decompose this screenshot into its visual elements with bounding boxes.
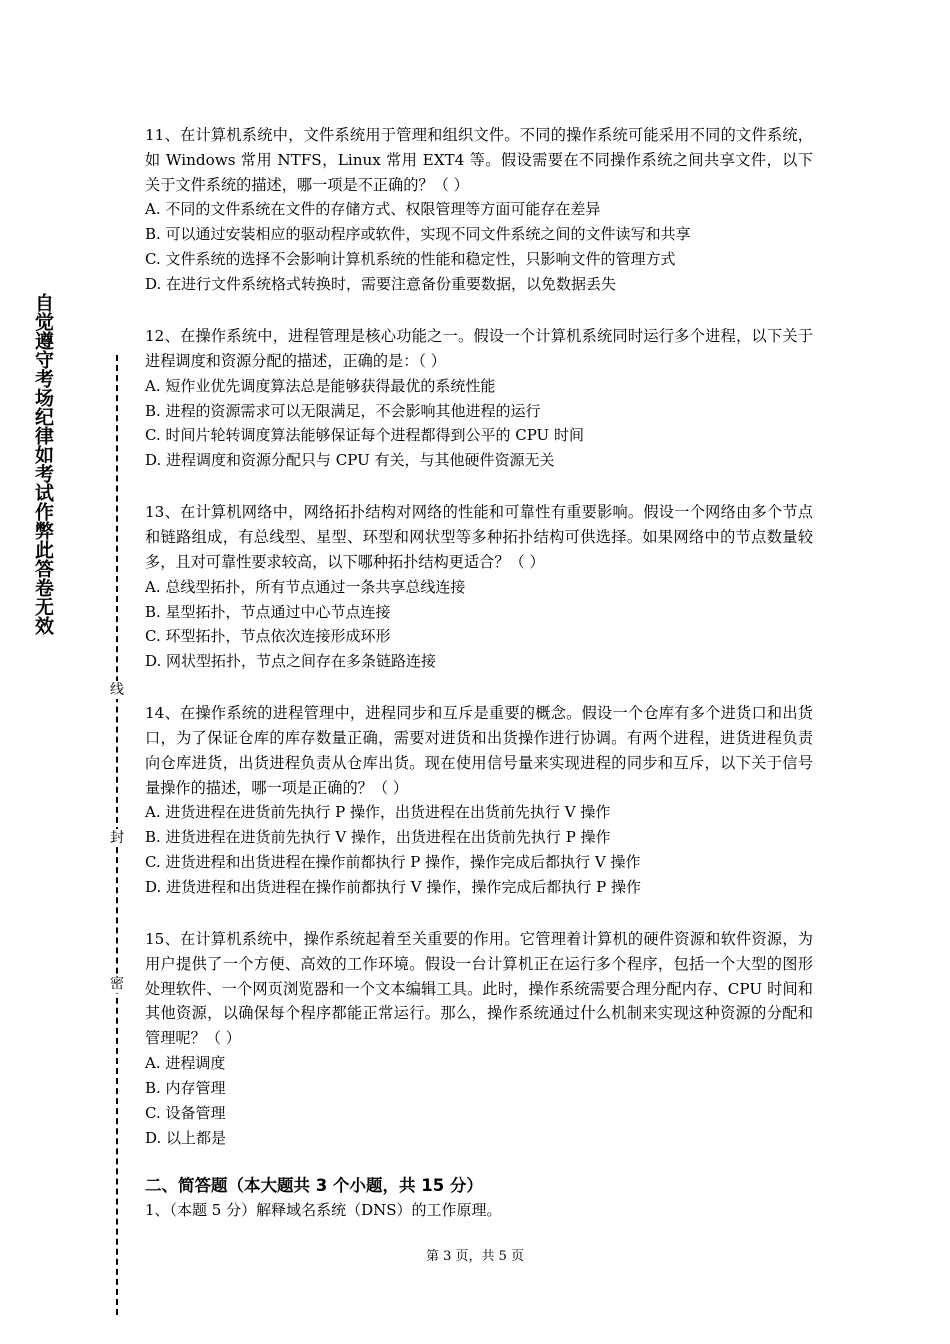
question-12 bbox=[145, 324, 813, 473]
binding-mark-secret: 密 bbox=[107, 975, 127, 993]
option-c: C. 进货进程和出货进程在操作前都执行 P 操作，操作完成后都执行 V 操作 bbox=[145, 853, 641, 872]
option-c: C. 文件系统的选择不会影响计算机系统的性能和稳定性，只影响文件的管理方式 bbox=[145, 250, 676, 269]
binding-mark-seal: 封 bbox=[107, 829, 127, 847]
option-c: C. 时间片轮转调度算法能够保证每个进程都得到公平的 CPU 时间 bbox=[145, 426, 584, 445]
binding-mark-line: 线 bbox=[107, 681, 127, 699]
option-b: B. 星型拓扑，节点通过中心节点连接 bbox=[145, 602, 391, 621]
question-text: 11、在计算机系统中，文件系统用于管理和组织文件。不同的操作系统可能采用不同的文件系统，如 Windows 常用 NTFS，Linux 常用 EXT4 等。假设需要在不同操作系统之间共享文件，以下关于文件系统的描述，哪一项是不正确的？（ ） bbox=[145, 126, 813, 194]
question-text: 13、在计算机网络中，网络拓扑结构对网络的性能和可靠性有重要影响。假设一个网络由多个节点和链路组成，有总线型、星型、环型和网状型等多种拓扑结构可供选择。如果网络中的节点数量较多，且对可靠性要求较高，以下哪种拓扑结构更适合？（ ） bbox=[145, 503, 813, 571]
question-text: 12、在操作系统中，进程管理是核心功能之一。假设一个计算机系统同时运行多个进程，以下关于进程调度和资源分配的描述，正确的是：（ ） bbox=[145, 327, 813, 370]
option-c: C. 环型拓扑，节点依次连接形成环形 bbox=[145, 627, 391, 646]
option-b: B. 进程的资源需求可以无限满足，不会影响其他进程的运行 bbox=[145, 401, 541, 420]
option-b: B. 可以通过安装相应的驱动程序或软件，实现不同文件系统之间的文件读写和共享 bbox=[145, 225, 691, 244]
question-text: 15、在计算机系统中，操作系统起着至关重要的作用。它管理着计算机的硬件资源和软件资源，为用户提供了一个方便、高效的工作环境。假设一台计算机正在运行多个程序，包括一个大型的图形处理软件、一个网页浏览器和一个文本编辑工具。此时，操作系统需要合理分配内存、CPU 时间和其他资源，以确保每个程序都能正常运行。那么，操作系统通过什么机制来实现这种资源的分配和管理呢？（ ） bbox=[145, 930, 813, 1048]
option-a: A. 不同的文件系统在文件的存储方式、权限管理等方面可能存在差异 bbox=[145, 200, 601, 219]
option-d: D. 网状型拓扑，节点之间存在多条链路连接 bbox=[145, 652, 437, 671]
option-a: A. 总线型拓扑，所有节点通过一条共享总线连接 bbox=[145, 577, 466, 596]
exam-content bbox=[145, 123, 813, 1222]
question-11 bbox=[145, 123, 813, 297]
option-d: D. 进程调度和资源分配只与 CPU 有关，与其他硬件资源无关 bbox=[145, 451, 555, 470]
option-a: A. 进货进程在进货前先执行 P 操作，出货进程在出货前先执行 V 操作 bbox=[145, 803, 611, 822]
option-b: B. 进货进程在进货前先执行 V 操作，出货进程在出货前先执行 P 操作 bbox=[145, 828, 611, 847]
page-number: 第 3 页，共 5 页 bbox=[425, 1249, 525, 1264]
option-d: D. 进货进程和出货进程在操作前都执行 V 操作，操作完成后都执行 P 操作 bbox=[145, 878, 642, 897]
section-short-answer bbox=[145, 1173, 813, 1222]
option-a: A. 进程调度 bbox=[145, 1054, 226, 1073]
question-text: 14、在操作系统的进程管理中，进程同步和互斥是重要的概念。假设一个仓库有多个进货口和出货口，为了保证仓库的库存数量正确，需要对进货和出货操作进行协调。有两个进程，进货进程负责向仓库进货，出货进程负责从仓库出货。现在使用信号量来实现进程的同步和互斥，以下关于信号量操作的描述，哪一项是正确的？（ ） bbox=[145, 704, 813, 797]
short-answer-question-1: 1、（本题 5 分）解释域名系统（DNS）的工作原理。 bbox=[145, 1200, 502, 1219]
option-b: B. 内存管理 bbox=[145, 1078, 226, 1097]
side-note-integrity: 自觉遵守考场纪律如考试作弊此答卷无效 bbox=[32, 293, 54, 635]
question-15 bbox=[145, 927, 813, 1151]
option-c: C. 设备管理 bbox=[145, 1103, 226, 1122]
question-13 bbox=[145, 500, 813, 674]
option-a: A. 短作业优先调度算法总是能够获得最优的系统性能 bbox=[145, 376, 496, 395]
section-title: 二、简答题（本大题共 3 个小题，共 15 分） bbox=[145, 1175, 483, 1195]
option-d: D. 在进行文件系统格式转换时，需要注意备份重要数据，以免数据丢失 bbox=[145, 275, 617, 294]
option-d: D. 以上都是 bbox=[145, 1128, 227, 1147]
question-14 bbox=[145, 701, 813, 900]
